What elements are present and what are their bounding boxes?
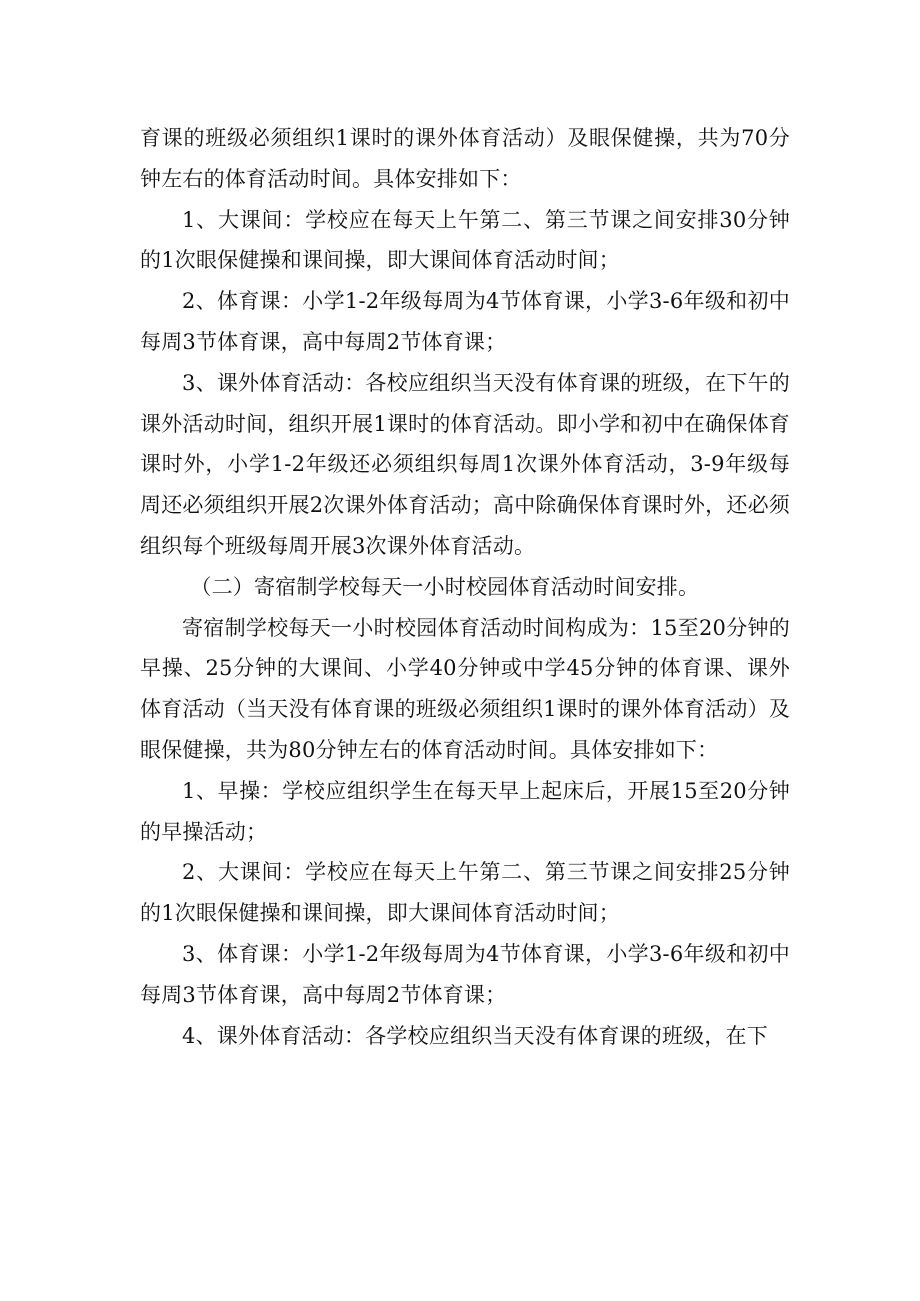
paragraph-continuation: 育课的班级必须组织1课时的课外体育活动）及眼保健操，共为70分钟左右的体育活动时间。具体安排如下： — [140, 126, 790, 191]
body-text — [140, 118, 790, 1056]
paragraph-item-big-break-boarding: 2、大课间：学校应在每天上午第二、第三节课之间安排25分钟的1次眼保健操和课间操，即大课间体育活动时间； — [140, 860, 790, 926]
paragraph-item-pe-class-boarding: 3、体育课：小学1-2年级每周为4节体育课，小学3-6年级和初中每周3节体育课，高中每周2节体育课； — [140, 941, 790, 1007]
section-heading-boarding: （二）寄宿制学校每天一小时校园体育活动时间安排。 — [190, 574, 700, 599]
paragraph-item-big-break: 1、大课间：学校应在每天上午第二、第三节课之间安排30分钟的1次眼保健操和课间操，即大课间体育活动时间； — [140, 207, 790, 273]
paragraph-item-extracurricular-boarding: 4、课外体育活动：各学校应组织当天没有体育课的班级，在下 — [182, 1023, 768, 1048]
paragraph-item-extracurricular: 3、课外体育活动：各校应组织当天没有体育课的班级，在下午的课外活动时间，组织开展1课时的体育活动。即小学和初中在确保体育课时外，小学1-2年级还必须组织每周1次课外体育活动，3-9年级每周还必须组织开展2次课外体育活动；高中除确保体育课时外，还必须组织每个班级每周开展3次课外体育活动。 — [140, 370, 790, 558]
paragraph-boarding-intro: 寄宿制学校每天一小时校园体育活动时间构成为：15至20分钟的早操、25分钟的大课间、小学40分钟或中学45分钟的体育课、课外体育活动（当天没有体育课的班级必须组织1课时的课外体育活动）及眼保健操，共为80分钟左右的体育活动时间。具体安排如下： — [140, 615, 790, 762]
paragraph-item-morning-exercise: 1、早操：学校应组织学生在每天早上起床后，开展15至20分钟的早操活动； — [140, 778, 790, 844]
paragraph-item-pe-class: 2、体育课：小学1-2年级每周为4节体育课，小学3-6年级和初中每周3节体育课，高中每周2节体育课； — [140, 289, 790, 354]
